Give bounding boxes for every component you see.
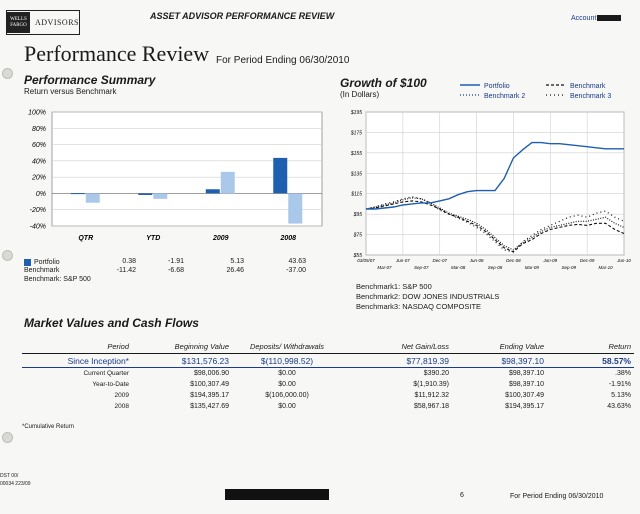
growth-subtitle: (In Dollars) bbox=[340, 90, 380, 99]
summary-row-portfolio bbox=[24, 258, 314, 267]
bar-ytick-label: -40% bbox=[29, 223, 46, 231]
bar-benchmark bbox=[153, 193, 167, 198]
line-xtick-label: Mar-10 bbox=[598, 265, 613, 270]
line-ytick-label: $95 bbox=[353, 212, 362, 219]
deposits-cell: $0.00 bbox=[278, 370, 296, 377]
period-ending: For Period Ending 06/30/2010 bbox=[216, 55, 350, 66]
ending-cell: $194,395.17 bbox=[505, 403, 544, 410]
ending-cell: $100,307.49 bbox=[505, 392, 544, 399]
summary-value: 0.38 bbox=[122, 258, 136, 265]
redaction-bar bbox=[225, 489, 329, 500]
table-row bbox=[22, 401, 634, 412]
market-title: Market Values and Cash Flows bbox=[24, 316, 199, 330]
line-ytick-label: $155 bbox=[350, 150, 362, 157]
account-redaction bbox=[597, 15, 621, 21]
binder-hole bbox=[2, 68, 13, 79]
growth-title: Growth of $100 bbox=[340, 76, 427, 90]
net-gain-cell: $58,967.18 bbox=[413, 403, 449, 410]
line-xtick-label: Sep-09 bbox=[561, 265, 576, 270]
return-cell: 58.57% bbox=[547, 354, 634, 368]
page-title: Performance Review bbox=[24, 41, 210, 66]
line-xtick-label: Dec-09 bbox=[579, 258, 595, 263]
table-row bbox=[22, 390, 634, 401]
summary-value: -6.68 bbox=[168, 267, 184, 274]
beginning-cell: $98,006.90 bbox=[193, 370, 229, 377]
line-ytick-label: $135 bbox=[350, 171, 362, 178]
line-xtick-label: Sep-07 bbox=[414, 265, 429, 270]
bar-ytick-label: 40% bbox=[31, 158, 46, 166]
column-header-beginning: Beginning Value bbox=[132, 342, 232, 354]
bar-benchmark bbox=[288, 193, 302, 223]
column-header-period: Period bbox=[22, 342, 132, 354]
line-xtick-label: Jun-10 bbox=[617, 258, 631, 263]
column-header-net-gain: Net Gain/Loss bbox=[342, 342, 452, 354]
bar-portfolio bbox=[138, 193, 152, 195]
account-label bbox=[571, 15, 621, 22]
line-ytick-label: $75 bbox=[353, 232, 362, 239]
benchmark3-definition: Benchmark3: NASDAQ COMPOSITE bbox=[356, 302, 482, 311]
summary-subtitle: Return versus Benchmark bbox=[24, 87, 117, 96]
summary-value: 43.63 bbox=[288, 258, 306, 265]
logo-mark bbox=[7, 12, 30, 33]
summary-value: -37.00 bbox=[286, 267, 306, 274]
bar-category-label: QTR bbox=[78, 235, 94, 242]
summary-value: -11.42 bbox=[116, 267, 136, 274]
deposits-cell: $(110,998.52) bbox=[232, 354, 342, 368]
footer-period: For Period Ending 06/30/2010 bbox=[510, 493, 604, 500]
document-code-2: 00034 223/09 bbox=[0, 481, 31, 487]
line-xtick-label: Jun-08 bbox=[469, 258, 484, 263]
bar-benchmark bbox=[221, 172, 235, 194]
period-cell: 2008 bbox=[114, 403, 129, 410]
return-cell: -1.91% bbox=[608, 381, 631, 388]
summary-value: 26.46 bbox=[226, 267, 244, 274]
bar-ytick-label: 20% bbox=[31, 174, 46, 182]
legend-benchmark-label: Benchmark bbox=[570, 83, 606, 90]
growth-line-chart bbox=[340, 108, 634, 286]
bar-ytick-label: 100% bbox=[28, 109, 46, 117]
bar-ytick-label: 80% bbox=[31, 125, 46, 133]
summary-value: 5.13 bbox=[230, 258, 244, 265]
benchmark1-definition: Benchmark1: S&P 500 bbox=[356, 282, 432, 291]
net-gain-cell: $390.20 bbox=[423, 370, 449, 377]
summary-title: Performance Summary bbox=[24, 73, 156, 87]
ending-cell: $98,397.10 bbox=[452, 354, 547, 368]
market-values-table bbox=[22, 342, 634, 412]
bar-category-label: YTD bbox=[146, 235, 161, 242]
beginning-cell: $135,427.69 bbox=[190, 403, 229, 410]
column-header-deposits: Deposits/ Withdrawals bbox=[232, 342, 342, 354]
line-xtick-label: Mar-08 bbox=[451, 265, 466, 270]
bar-category-label: 2009 bbox=[212, 235, 229, 242]
summary-label-benchmark: Benchmark bbox=[24, 267, 60, 274]
column-header-ending: Ending Value bbox=[452, 342, 547, 354]
deposits-cell: $0.00 bbox=[278, 403, 296, 410]
line-xtick-label: Dec-07 bbox=[432, 258, 447, 263]
bar-portfolio bbox=[71, 193, 85, 194]
ending-cell: $98,397.10 bbox=[508, 370, 544, 377]
table-row bbox=[22, 354, 634, 368]
net-gain-cell: $77,819.39 bbox=[342, 354, 452, 368]
summary-label-portfolio: Portfolio bbox=[34, 259, 60, 266]
bar-portfolio bbox=[273, 158, 287, 194]
deposits-cell: $0.00 bbox=[278, 381, 296, 388]
column-header-return: Return bbox=[547, 342, 634, 354]
growth-legend bbox=[458, 80, 634, 102]
logo-line1: WELLS bbox=[10, 16, 27, 22]
account-text: Account bbox=[571, 15, 597, 22]
return-cell: .38% bbox=[615, 370, 631, 377]
logo-text: ADVISORS bbox=[34, 18, 79, 27]
line-xtick-label: Jun-07 bbox=[395, 258, 410, 263]
bar-portfolio bbox=[206, 189, 220, 193]
line-xtick-label: Jun-09 bbox=[543, 258, 558, 263]
summary-benchmark-note: Benchmark: S&P 500 bbox=[24, 276, 91, 283]
table-header-row bbox=[22, 342, 634, 354]
ending-cell: $98,397.10 bbox=[508, 381, 544, 388]
performance-bar-chart bbox=[20, 108, 332, 250]
bar-ytick-label: -20% bbox=[29, 207, 46, 215]
bar-ytick-label: 60% bbox=[31, 142, 46, 150]
bar-ytick-label: 0% bbox=[35, 190, 46, 198]
period-cell: Year-to-Date bbox=[92, 381, 129, 388]
return-cell: 43.63% bbox=[607, 403, 631, 410]
period-cell: Since Inception* bbox=[22, 354, 132, 368]
binder-hole bbox=[2, 432, 13, 443]
summary-table bbox=[24, 258, 314, 285]
line-xtick-label: Mar-09 bbox=[524, 265, 539, 270]
beginning-cell: $194,395.17 bbox=[190, 392, 229, 399]
benchmark-definitions bbox=[356, 282, 499, 312]
cumulative-footnote: *Cumulative Return bbox=[22, 424, 75, 430]
page-number: 6 bbox=[460, 492, 464, 499]
period-cell: 2009 bbox=[114, 392, 129, 399]
binder-holes bbox=[0, 0, 14, 514]
summary-row-benchmark bbox=[24, 267, 314, 276]
summary-value: -1.91 bbox=[168, 258, 184, 265]
line-ytick-label: $115 bbox=[351, 191, 362, 198]
benchmark2-definition: Benchmark2: DOW JONES INDUSTRIALS bbox=[356, 292, 500, 301]
line-xtick-label: 03/05/07 bbox=[357, 258, 375, 263]
net-gain-cell: $(1,910.39) bbox=[413, 381, 449, 388]
table-row bbox=[22, 379, 634, 390]
binder-hole bbox=[2, 250, 13, 261]
line-ytick-label: $55 bbox=[353, 253, 362, 259]
summary-row-label bbox=[24, 258, 94, 267]
legend-portfolio-label: Portfolio bbox=[484, 83, 510, 90]
net-gain-cell: $11,912.32 bbox=[414, 392, 449, 399]
bar-category-label: 2008 bbox=[280, 235, 297, 242]
line-xtick-label: Dec-08 bbox=[506, 258, 521, 263]
beginning-cell: $131,576.23 bbox=[132, 354, 232, 368]
document-codes bbox=[0, 472, 31, 488]
line-plot-frame bbox=[366, 112, 624, 255]
line-ytick-label: $195 bbox=[350, 110, 362, 116]
period-cell: Current Quarter bbox=[83, 370, 129, 377]
report-title: ASSET ADVISOR PERFORMANCE REVIEW bbox=[150, 11, 335, 21]
line-xtick-label: Sep-08 bbox=[487, 265, 503, 270]
logo-line2: FARGO bbox=[10, 22, 27, 28]
return-cell: 5.13% bbox=[611, 392, 631, 399]
legend-benchmark3-label: Benchmark 3 bbox=[570, 93, 612, 100]
bar-benchmark bbox=[86, 193, 100, 202]
document-code-1: DST 00/ bbox=[0, 473, 19, 479]
line-xtick-label: Mar-07 bbox=[377, 265, 392, 270]
company-logo bbox=[6, 10, 80, 35]
line-ytick-label: $175 bbox=[350, 130, 362, 137]
legend-benchmark2-label: Benchmark 2 bbox=[484, 93, 526, 100]
beginning-cell: $100,307.49 bbox=[190, 381, 229, 388]
table-row bbox=[22, 368, 634, 380]
deposits-cell: $(106,000.00) bbox=[265, 392, 309, 399]
portfolio-swatch bbox=[24, 259, 31, 266]
